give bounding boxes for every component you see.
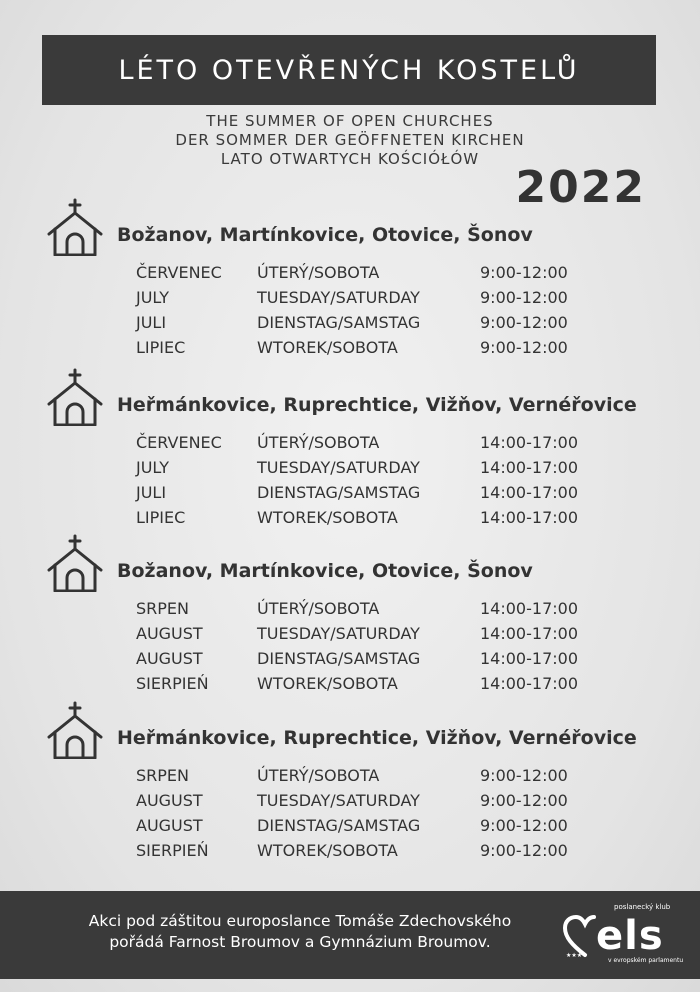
row-time: 14:00-17:00 (480, 674, 578, 693)
row-month: LIPIEC (136, 338, 186, 357)
row-days: TUESDAY/SATURDAY (257, 288, 420, 307)
row-days: ÚTERÝ/SOBOTA (257, 263, 380, 282)
row-days: ÚTERÝ/SOBOTA (257, 433, 380, 452)
row-days: ÚTERÝ/SOBOTA (257, 599, 380, 618)
row-month: SIERPIEŃ (136, 841, 209, 860)
row-time: 9:00-12:00 (480, 313, 568, 332)
row-days: DIENSTAG/SAMSTAG (257, 313, 421, 332)
subtitle-german: DER SOMMER DER GEÖFFNETEN KIRCHEN (175, 131, 525, 149)
row-month: SRPEN (136, 766, 189, 785)
footer-text (30, 911, 570, 953)
row-days: DIENSTAG/SAMSTAG (257, 483, 421, 502)
row-days: ÚTERÝ/SOBOTA (257, 766, 380, 785)
footer-line-2: pořádá Farnost Broumov a Gymnázium Broumov. (109, 933, 491, 951)
page-title: LÉTO OTEVŘENÝCH KOSTELŮ (42, 35, 656, 105)
row-days: TUESDAY/SATURDAY (257, 624, 420, 643)
section-places: Heřmánkovice, Ruprechtice, Vižňov, Vernéřovice (117, 727, 637, 749)
row-month: ČERVENEC (136, 263, 222, 282)
row-time: 9:00-12:00 (480, 816, 568, 835)
row-days: WTOREK/SOBOTA (257, 841, 398, 860)
subtitles (0, 112, 700, 169)
row-days: TUESDAY/SATURDAY (257, 791, 420, 810)
row-month: ČERVENEC (136, 433, 222, 452)
church-icon (46, 198, 104, 256)
year: 2022 (515, 162, 646, 213)
els-logo (562, 901, 682, 971)
row-month: JULI (136, 313, 167, 332)
row-days: WTOREK/SOBOTA (257, 338, 398, 357)
row-time: 9:00-12:00 (480, 263, 568, 282)
row-time: 9:00-12:00 (480, 791, 568, 810)
row-month: LIPIEC (136, 508, 186, 527)
logo-wordmark: els (596, 913, 664, 959)
church-icon (46, 701, 104, 759)
row-month: SRPEN (136, 599, 189, 618)
logo-caption-top: poslanecký klub (614, 903, 671, 911)
row-month: SIERPIEŃ (136, 674, 209, 693)
church-icon (46, 368, 104, 426)
row-month: JULY (136, 288, 169, 307)
svg-text:★★★: ★★★ (566, 952, 583, 959)
section-places: Božanov, Martínkovice, Otovice, Šonov (117, 560, 533, 582)
row-time: 9:00-12:00 (480, 288, 568, 307)
row-month: JULI (136, 483, 167, 502)
row-days: DIENSTAG/SAMSTAG (257, 816, 421, 835)
row-time: 14:00-17:00 (480, 508, 578, 527)
row-month: AUGUST (136, 624, 203, 643)
row-time: 9:00-12:00 (480, 766, 568, 785)
church-icon (46, 534, 104, 592)
row-time: 14:00-17:00 (480, 458, 578, 477)
row-time: 14:00-17:00 (480, 599, 578, 618)
subtitle-english: THE SUMMER OF OPEN CHURCHES (206, 112, 494, 130)
logo-caption-bottom: v evropském parlamentu (608, 957, 684, 964)
row-days: TUESDAY/SATURDAY (257, 458, 420, 477)
row-time: 14:00-17:00 (480, 433, 578, 452)
footer (0, 891, 700, 979)
row-days: WTOREK/SOBOTA (257, 674, 398, 693)
row-time: 14:00-17:00 (480, 649, 578, 668)
row-month: AUGUST (136, 791, 203, 810)
row-time: 9:00-12:00 (480, 841, 568, 860)
row-month: AUGUST (136, 816, 203, 835)
row-days: WTOREK/SOBOTA (257, 508, 398, 527)
subtitle-polish: LATO OTWARTYCH KOŚCIÓŁÓW (220, 150, 480, 168)
row-days: DIENSTAG/SAMSTAG (257, 649, 421, 668)
section-places: Heřmánkovice, Ruprechtice, Vižňov, Vernéřovice (117, 394, 637, 416)
row-time: 9:00-12:00 (480, 338, 568, 357)
section-places: Božanov, Martínkovice, Otovice, Šonov (117, 224, 533, 246)
row-month: AUGUST (136, 649, 203, 668)
row-time: 14:00-17:00 (480, 483, 578, 502)
footer-line-1: Akci pod záštitou europoslance Tomáše Zdechovského (88, 912, 512, 930)
row-time: 14:00-17:00 (480, 624, 578, 643)
row-month: JULY (136, 458, 169, 477)
